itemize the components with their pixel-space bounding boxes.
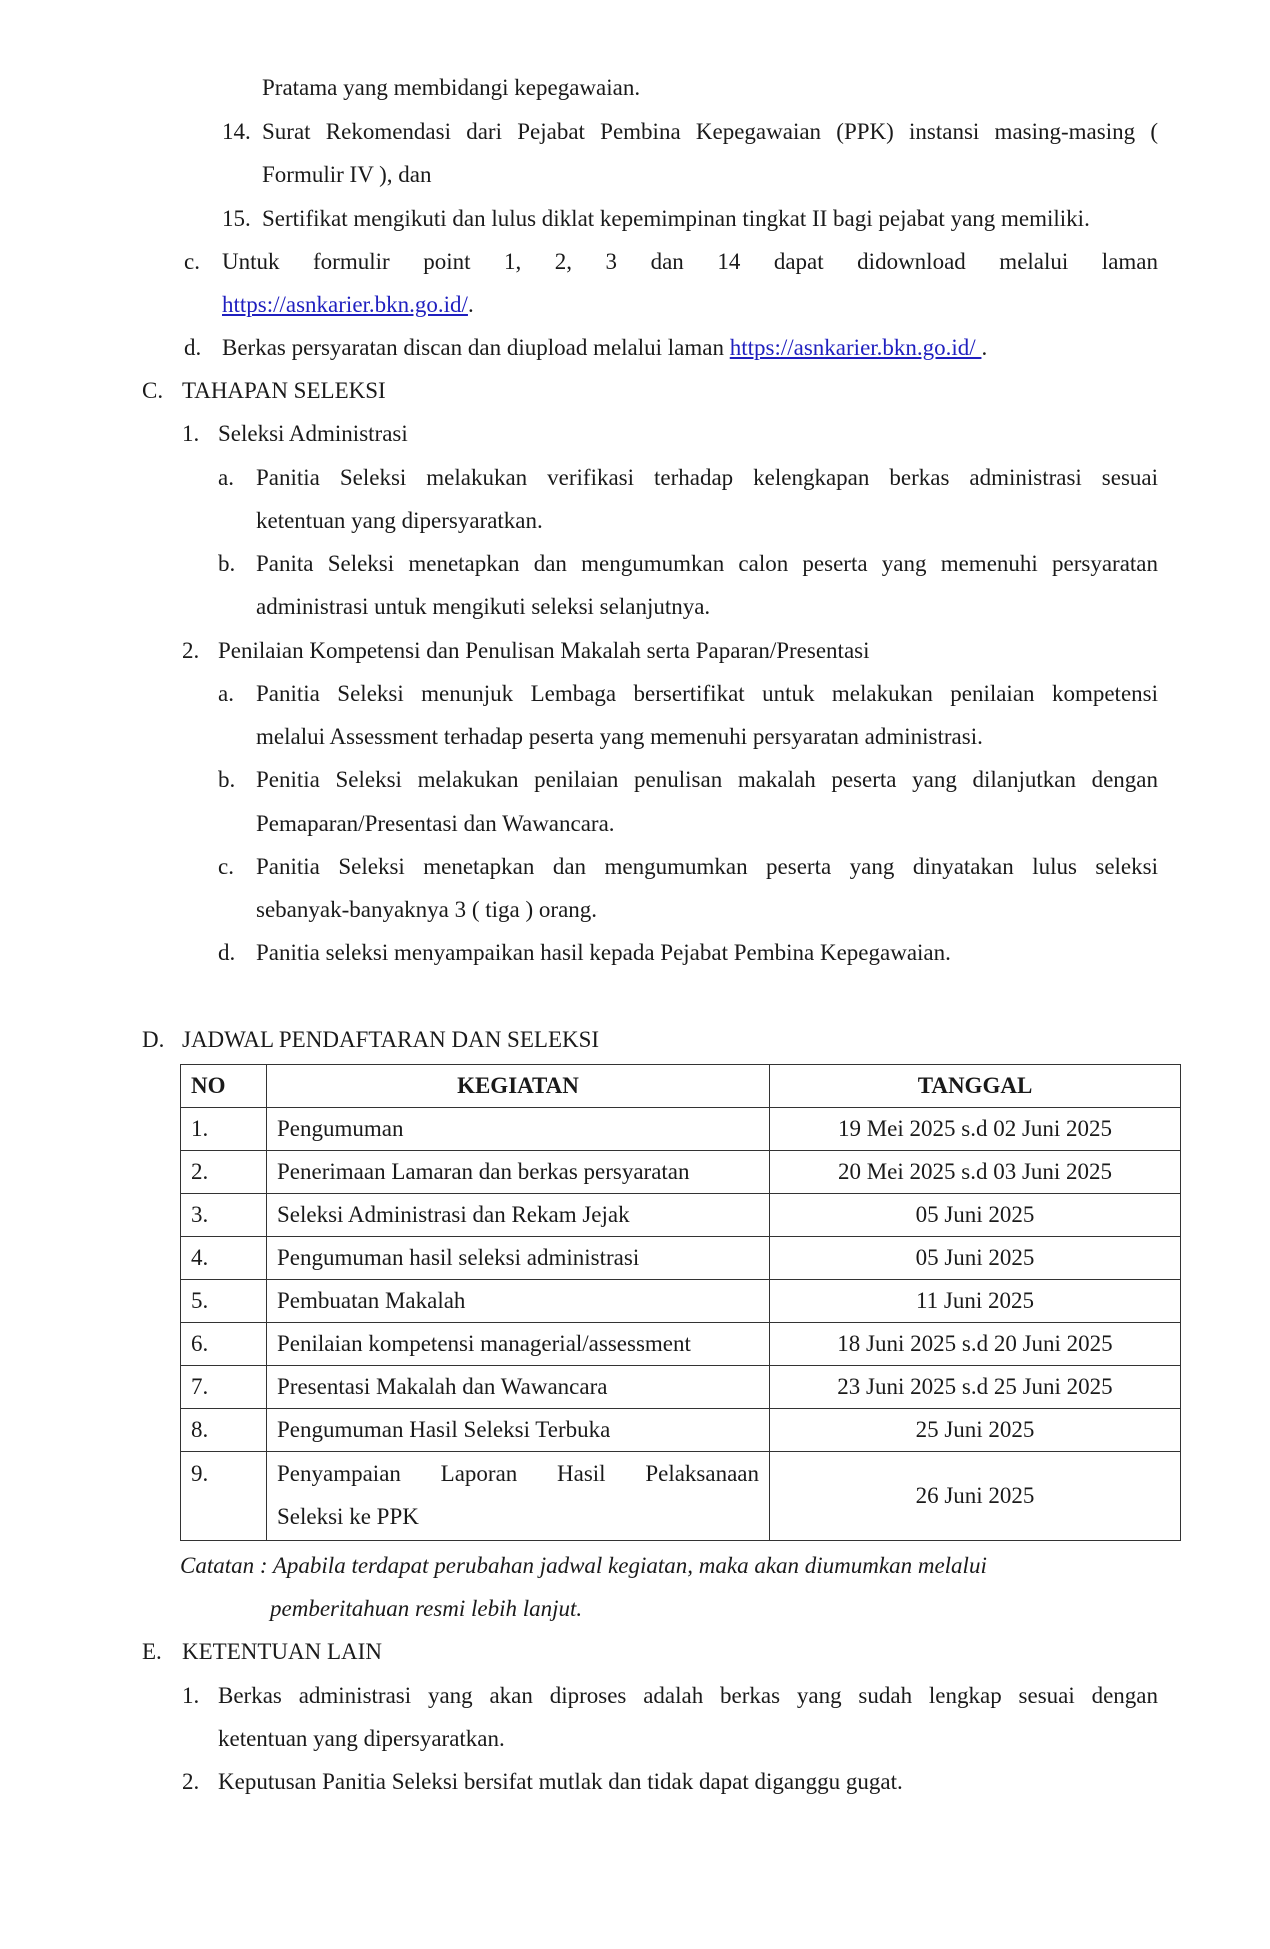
c1a-line1: Panitia Seleksi melakukan verifikasi terhadap kelengkapan berkas administrasi sesuai: [256, 465, 1158, 490]
c2d-mark: d.: [218, 940, 236, 965]
cell-no: 8.: [181, 1409, 267, 1452]
item-d-line: [222, 330, 987, 366]
cell-no: 1.: [181, 1108, 267, 1151]
c1a-mark: a.: [218, 465, 234, 490]
schedule-note-line1: Catatan : Apabila terdapat perubahan jadwal kegiatan, maka akan diumumkan melalui: [180, 1553, 987, 1578]
cell-kegiatan: Penilaian kompetensi managerial/assessment: [267, 1323, 770, 1366]
c2b-line1: Penitia Seleksi melakukan penilaian penulisan makalah peserta yang dilanjutkan dengan: [256, 767, 1158, 792]
asnkarier-link-d[interactable]: https://asnkarier.bkn.go.id/: [729, 335, 982, 360]
cell-kegiatan-line1: Penyampaian Laporan Hasil Pelaksanaan: [277, 1461, 759, 1486]
header-no: NO: [181, 1065, 267, 1108]
list-mark-c: c.: [184, 249, 200, 274]
cell-no: 6.: [181, 1323, 267, 1366]
table-row: [181, 1452, 1181, 1541]
table-row: [181, 1323, 1181, 1366]
item-d-text: Berkas persyaratan discan dan diupload melalui laman: [222, 335, 730, 360]
c1b-line2: administrasi untuk mengikuti seleksi selanjutnya.: [256, 594, 711, 619]
c2c-line2: sebanyak-banyaknya 3 ( tiga ) orang.: [256, 897, 598, 922]
e2-line1: Keputusan Panitia Seleksi bersifat mutlak dan tidak dapat diganggu gugat.: [218, 1769, 903, 1794]
cell-kegiatan: Pembuatan Makalah: [267, 1280, 770, 1323]
section-d-mark: D.: [142, 1027, 165, 1052]
c2-number: 2.: [182, 638, 200, 663]
c1-title: Seleksi Administrasi: [218, 421, 408, 446]
list-continuation-line: Pratama yang membidangi kepegawaian.: [262, 75, 641, 100]
section-e-mark: E.: [142, 1639, 162, 1664]
cell-tanggal: 26 Juni 2025: [770, 1452, 1181, 1541]
c2-title: Penilaian Kompetensi dan Penulisan Makalah serta Paparan/Presentasi: [218, 638, 870, 663]
asnkarier-link-c[interactable]: https://asnkarier.bkn.go.id/: [222, 292, 468, 317]
cell-kegiatan: Penerimaan Lamaran dan berkas persyaratan: [267, 1151, 770, 1194]
table-row: [181, 1237, 1181, 1280]
item-d-period: .: [981, 335, 988, 360]
cell-kegiatan: Seleksi Administrasi dan Rekam Jejak: [267, 1194, 770, 1237]
cell-no: 2.: [181, 1151, 267, 1194]
c2d-line1: Panitia seleksi menyampaikan hasil kepada Pejabat Pembina Kepegawaian.: [256, 940, 951, 965]
section-e-title: KETENTUAN LAIN: [182, 1639, 382, 1664]
c2b-mark: b.: [218, 767, 236, 792]
cell-kegiatan: [267, 1452, 770, 1541]
table-row: [181, 1280, 1181, 1323]
item-c-line2: [222, 287, 474, 323]
cell-kegiatan: Presentasi Makalah dan Wawancara: [267, 1366, 770, 1409]
table-header-row: [181, 1065, 1181, 1108]
cell-no: 4.: [181, 1237, 267, 1280]
table-row: [181, 1366, 1181, 1409]
c1b-mark: b.: [218, 551, 236, 576]
section-d-title: JADWAL PENDAFTARAN DAN SELEKSI: [182, 1027, 600, 1052]
c1b-line1: Panita Seleksi menetapkan dan mengumumkan calon peserta yang memenuhi persyaratan: [256, 551, 1158, 576]
cell-tanggal: 20 Mei 2025 s.d 03 Juni 2025: [770, 1151, 1181, 1194]
e1-line1: Berkas administrasi yang akan diproses adalah berkas yang sudah lengkap sesuai dengan: [218, 1683, 1158, 1708]
cell-no: 9.: [181, 1452, 267, 1541]
cell-no: 7.: [181, 1366, 267, 1409]
c2a-mark: a.: [218, 681, 234, 706]
list-item-14-line1: Surat Rekomendasi dari Pejabat Pembina Kepegawaian (PPK) instansi masing-masing (: [262, 119, 1158, 144]
table-row: [181, 1194, 1181, 1237]
c2c-line1: Panitia Seleksi menetapkan dan mengumumkan peserta yang dinyatakan lulus seleksi: [256, 854, 1158, 879]
c1a-line2: ketentuan yang dipersyaratkan.: [256, 508, 543, 533]
cell-tanggal: 05 Juni 2025: [770, 1237, 1181, 1280]
table-row: [181, 1108, 1181, 1151]
c1-number: 1.: [182, 421, 200, 446]
cell-tanggal: 25 Juni 2025: [770, 1409, 1181, 1452]
list-item-15: Sertifikat mengikuti dan lulus diklat kepemimpinan tingkat II bagi pejabat yang memiliki.: [262, 206, 1090, 231]
cell-kegiatan: Pengumuman Hasil Seleksi Terbuka: [267, 1409, 770, 1452]
header-tanggal: TANGGAL: [770, 1065, 1181, 1108]
table-row: [181, 1409, 1181, 1452]
cell-tanggal: 18 Juni 2025 s.d 20 Juni 2025: [770, 1323, 1181, 1366]
section-c-mark: C.: [142, 378, 164, 403]
cell-tanggal: 11 Juni 2025: [770, 1280, 1181, 1323]
list-number-15: 15.: [222, 206, 251, 231]
e2-number: 2.: [182, 1769, 200, 1794]
e1-line2: ketentuan yang dipersyaratkan.: [218, 1726, 505, 1751]
schedule-note-line2: pemberitahuan resmi lebih lanjut.: [270, 1596, 583, 1621]
item-c-period: .: [467, 292, 474, 317]
header-kegiatan: KEGIATAN: [267, 1065, 770, 1108]
cell-no: 3.: [181, 1194, 267, 1237]
c2b-line2: Pemaparan/Presentasi dan Wawancara.: [256, 811, 615, 836]
cell-kegiatan: Pengumuman: [267, 1108, 770, 1151]
c2a-line1: Panitia Seleksi menunjuk Lembaga bersertifikat untuk melakukan penilaian kompetensi: [256, 681, 1158, 706]
c2a-line2: melalui Assessment terhadap peserta yang memenuhi persyaratan administrasi.: [256, 724, 983, 749]
list-mark-d: d.: [184, 335, 202, 360]
cell-kegiatan: Pengumuman hasil seleksi administrasi: [267, 1237, 770, 1280]
schedule-table: [180, 1064, 1181, 1541]
section-c-title: TAHAPAN SELEKSI: [182, 378, 386, 403]
list-item-14-line2: Formulir IV ), dan: [262, 162, 432, 187]
cell-tanggal: 23 Juni 2025 s.d 25 Juni 2025: [770, 1366, 1181, 1409]
cell-tanggal: 19 Mei 2025 s.d 02 Juni 2025: [770, 1108, 1181, 1151]
table-row: [181, 1151, 1181, 1194]
item-c-line1: Untuk formulir point 1, 2, 3 dan 14 dapat didownload melalui laman: [222, 249, 1158, 274]
cell-kegiatan-line2: Seleksi ke PPK: [277, 1503, 419, 1529]
c2c-mark: c.: [218, 854, 234, 879]
list-number-14: 14.: [222, 119, 251, 144]
e1-number: 1.: [182, 1683, 200, 1708]
cell-no: 5.: [181, 1280, 267, 1323]
cell-tanggal: 05 Juni 2025: [770, 1194, 1181, 1237]
